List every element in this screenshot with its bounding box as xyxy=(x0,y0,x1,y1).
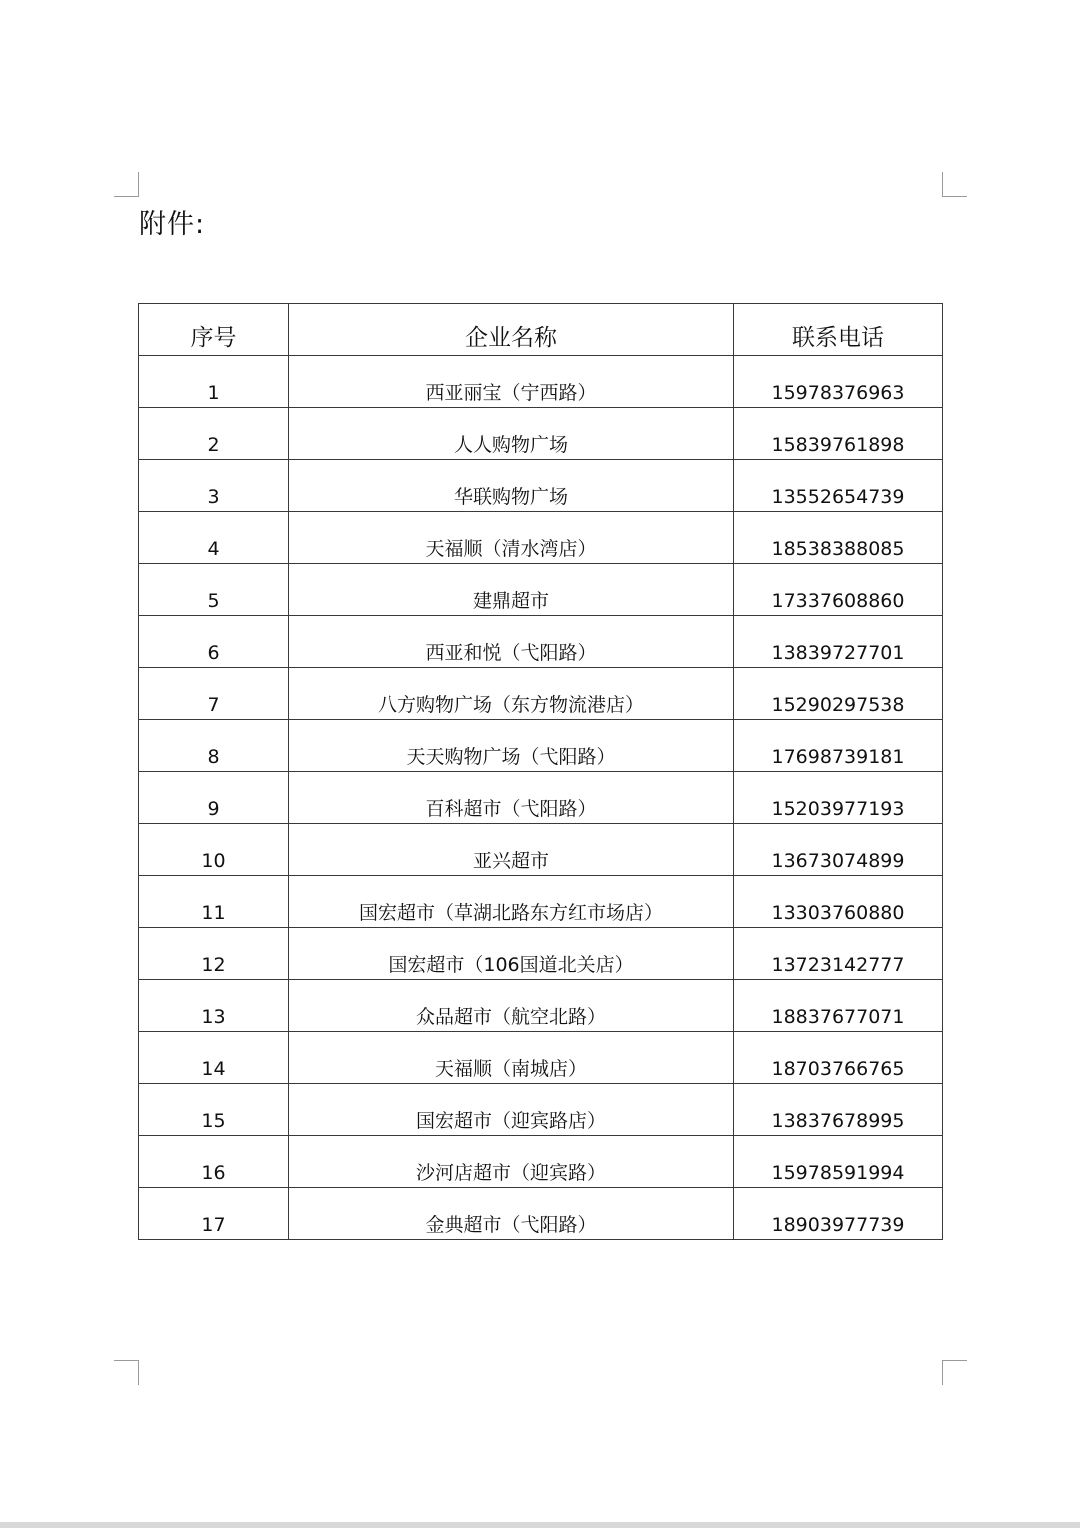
cell-serial-number: 15 xyxy=(139,1084,289,1136)
cell-serial-number: 8 xyxy=(139,720,289,772)
cell-contact-phone: 17698739181 xyxy=(734,720,943,772)
cell-serial-number: 11 xyxy=(139,876,289,928)
cell-serial-number: 7 xyxy=(139,668,289,720)
page-margin-mark-bottom-left xyxy=(114,1360,139,1385)
cell-serial-number: 13 xyxy=(139,980,289,1032)
cell-contact-phone: 13839727701 xyxy=(734,616,943,668)
table-row xyxy=(139,1188,943,1240)
cell-serial-number: 3 xyxy=(139,460,289,512)
attachment-heading: 附件: xyxy=(139,209,206,240)
cell-serial-number: 10 xyxy=(139,824,289,876)
table-row xyxy=(139,928,943,980)
cell-contact-phone: 13673074899 xyxy=(734,824,943,876)
cell-company-name: 人人购物广场 xyxy=(289,408,734,460)
header-company-name: 企业名称 xyxy=(289,304,734,356)
cell-serial-number: 5 xyxy=(139,564,289,616)
cell-company-name: 八方购物广场（东方物流港店） xyxy=(289,668,734,720)
cell-contact-phone: 15978591994 xyxy=(734,1136,943,1188)
table-row xyxy=(139,1084,943,1136)
cell-contact-phone: 15839761898 xyxy=(734,408,943,460)
table-row xyxy=(139,1032,943,1084)
page-margin-mark-top-right xyxy=(942,172,967,197)
cell-company-name: 西亚丽宝（宁西路） xyxy=(289,356,734,408)
table-row xyxy=(139,876,943,928)
cell-serial-number: 4 xyxy=(139,512,289,564)
table-row xyxy=(139,720,943,772)
table-row xyxy=(139,356,943,408)
cell-contact-phone: 18538388085 xyxy=(734,512,943,564)
cell-company-name: 天天购物广场（弋阳路） xyxy=(289,720,734,772)
cell-company-name: 国宏超市（草湖北路东方红市场店） xyxy=(289,876,734,928)
cell-serial-number: 1 xyxy=(139,356,289,408)
cell-company-name: 西亚和悦（弋阳路） xyxy=(289,616,734,668)
cell-serial-number: 12 xyxy=(139,928,289,980)
cell-serial-number: 14 xyxy=(139,1032,289,1084)
viewer-bottom-bar xyxy=(0,1522,1080,1528)
cell-company-name: 百科超市（弋阳路） xyxy=(289,772,734,824)
cell-company-name: 建鼎超市 xyxy=(289,564,734,616)
cell-serial-number: 16 xyxy=(139,1136,289,1188)
table-row xyxy=(139,1136,943,1188)
cell-contact-phone: 15978376963 xyxy=(734,356,943,408)
table-row xyxy=(139,772,943,824)
table-row xyxy=(139,616,943,668)
header-contact-phone: 联系电话 xyxy=(734,304,943,356)
table-row xyxy=(139,668,943,720)
table-header-row xyxy=(139,304,943,356)
cell-contact-phone: 13837678995 xyxy=(734,1084,943,1136)
cell-company-name: 天福顺（南城店） xyxy=(289,1032,734,1084)
page-margin-mark-top-left xyxy=(114,172,139,197)
table-row xyxy=(139,564,943,616)
cell-company-name: 天福顺（清水湾店） xyxy=(289,512,734,564)
table-row xyxy=(139,408,943,460)
cell-company-name: 国宏超市（106国道北关店） xyxy=(289,928,734,980)
cell-contact-phone: 13552654739 xyxy=(734,460,943,512)
cell-company-name: 金典超市（弋阳路） xyxy=(289,1188,734,1240)
cell-contact-phone: 13303760880 xyxy=(734,876,943,928)
cell-serial-number: 9 xyxy=(139,772,289,824)
cell-company-name: 众品超市（航空北路） xyxy=(289,980,734,1032)
cell-contact-phone: 15203977193 xyxy=(734,772,943,824)
table-row xyxy=(139,980,943,1032)
cell-contact-phone: 15290297538 xyxy=(734,668,943,720)
company-table xyxy=(138,303,943,1240)
cell-serial-number: 2 xyxy=(139,408,289,460)
cell-serial-number: 17 xyxy=(139,1188,289,1240)
cell-contact-phone: 18703766765 xyxy=(734,1032,943,1084)
cell-contact-phone: 18837677071 xyxy=(734,980,943,1032)
cell-company-name: 国宏超市（迎宾路店） xyxy=(289,1084,734,1136)
cell-contact-phone: 13723142777 xyxy=(734,928,943,980)
cell-contact-phone: 17337608860 xyxy=(734,564,943,616)
page-margin-mark-bottom-right xyxy=(942,1360,967,1385)
cell-serial-number: 6 xyxy=(139,616,289,668)
cell-company-name: 沙河店超市（迎宾路） xyxy=(289,1136,734,1188)
table-row xyxy=(139,512,943,564)
cell-company-name: 亚兴超市 xyxy=(289,824,734,876)
cell-contact-phone: 18903977739 xyxy=(734,1188,943,1240)
cell-company-name: 华联购物广场 xyxy=(289,460,734,512)
header-serial-number: 序号 xyxy=(139,304,289,356)
table-row xyxy=(139,460,943,512)
table-body xyxy=(139,356,943,1240)
table-row xyxy=(139,824,943,876)
